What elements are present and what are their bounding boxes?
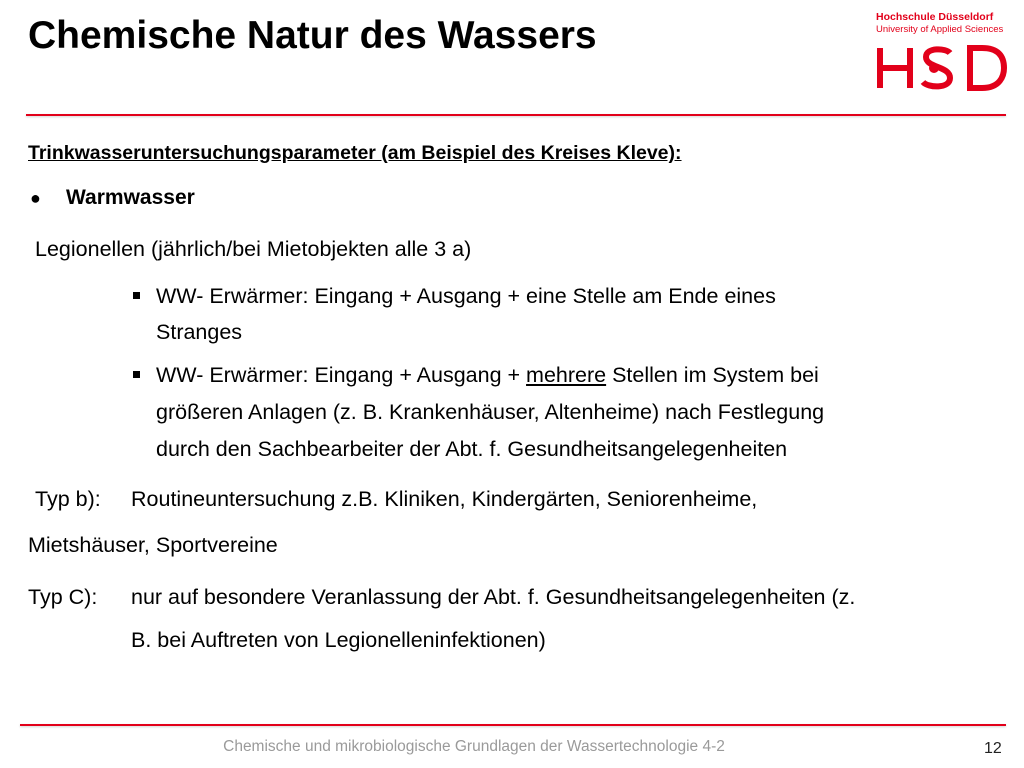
subitem-2-line-1 — [156, 357, 819, 393]
typ-b-continuation: Mietshäuser, Sportvereine — [28, 533, 278, 557]
bullet-dot-icon: ● — [30, 188, 41, 208]
typ-c-text: nur auf besondere Veranlassung der Abt. f. Gesundheitsangelegenheiten (z. — [131, 585, 856, 609]
subitem-2-underlined-word: mehrere — [526, 363, 607, 387]
typ-c-label: Typ C): — [28, 585, 98, 609]
legionellen-line: Legionellen (jährlich/bei Mietobjekten alle 3 a) — [35, 237, 472, 261]
slide-title: Chemische Natur des Wassers — [28, 14, 597, 57]
square-bullet-icon — [133, 371, 140, 378]
logo-institution-subtitle: University of Applied Sciences — [876, 24, 1004, 35]
logo-institution-name: Hochschule Düsseldorf — [876, 11, 994, 23]
subitem-2-line-3: durch den Sachbearbeiter der Abt. f. Gesundheitsangelegenheiten — [156, 437, 788, 461]
subitem-2-text-a: WW- Erwärmer: Eingang + Ausgang + — [156, 363, 527, 387]
footer-divider — [20, 724, 1006, 726]
section-heading: Trinkwasseruntersuchungsparameter (am Beispiel des Kreises Kleve): — [28, 142, 682, 164]
square-bullet-icon — [133, 292, 140, 299]
typ-b-label: Typ b): — [35, 487, 101, 511]
footer-text: Chemische und mikrobiologische Grundlagen der Wassertechnologie 4-2 — [223, 738, 725, 755]
subitem-1-line-2: Stranges — [156, 320, 243, 344]
header-divider — [26, 114, 1006, 116]
typ-c-continuation: B. bei Auftreten von Legionelleninfektionen) — [131, 628, 546, 652]
hsd-logo — [876, 44, 1008, 97]
hsd-logo-mark-icon — [876, 44, 1008, 92]
subitem-1-line-1: WW- Erwärmer: Eingang + Ausgang + eine Stelle am Ende eines — [156, 284, 776, 308]
bullet-warmwasser: Warmwasser — [66, 186, 195, 209]
typ-b-text: Routineuntersuchung z.B. Kliniken, Kindergärten, Seniorenheime, — [131, 487, 758, 511]
subitem-2-line-2: größeren Anlagen (z. B. Krankenhäuser, Altenheime) nach Festlegung — [156, 400, 825, 424]
subitem-2-text-b: Stellen im System bei — [606, 363, 819, 387]
page-number: 12 — [984, 740, 1002, 757]
